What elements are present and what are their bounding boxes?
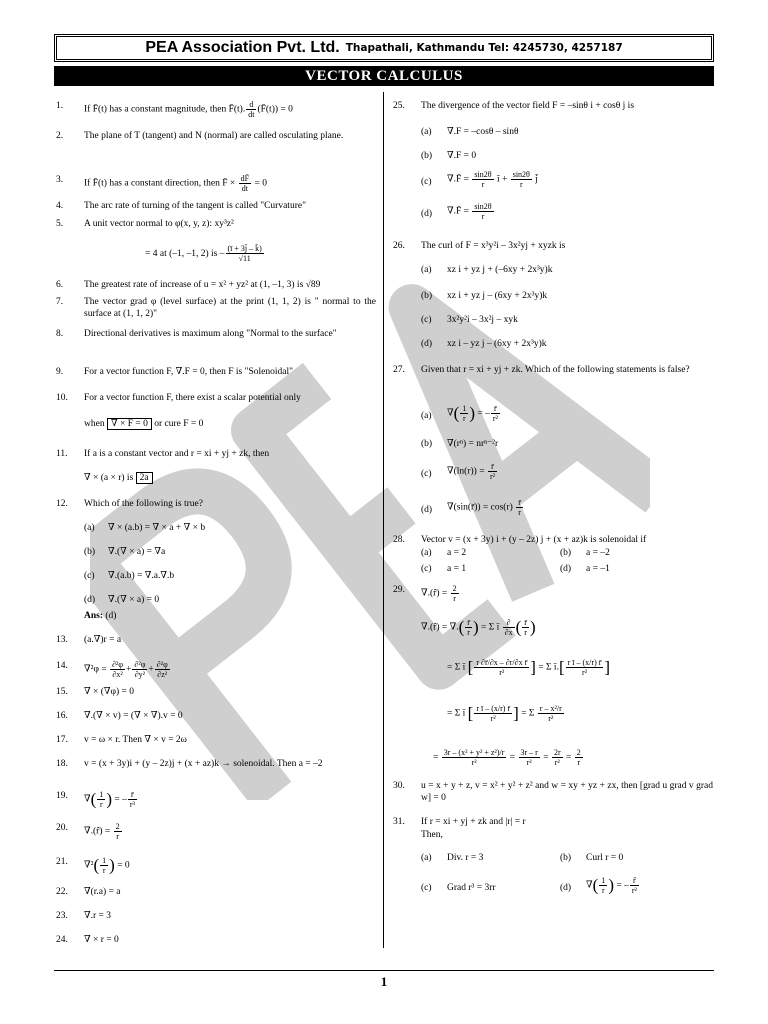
question-31-text: If r = xi + yj + zk and |r| = r: [421, 817, 526, 827]
question-10-text: For a vector function F, there exist a scalar potential only: [84, 393, 301, 403]
question-16-text: ∇.(∇ × v) = (∇ × ∇).v = 0: [84, 711, 183, 721]
question-27-text: Given that r = xi + yj + zk. Which of the following statements is false?: [421, 365, 690, 375]
question-11-text: If a is a constant vector and r = xi + yj + zk, then: [84, 449, 270, 459]
question-22-text: ∇(r.a) = a: [84, 887, 121, 897]
question-5-answer: = 4 at (–1, –1, 2) is – $\frac{(ī + 3j̄ - k̄)}{√11}$: [145, 244, 262, 263]
question-23-text: ∇.r = 3: [84, 911, 112, 921]
question-21-text: ∇²( $\frac{1}{r}$ ) = 0: [84, 855, 130, 875]
question-26-text: The curl of F = x³y²i – 3x²yj + xyzk is: [421, 241, 566, 251]
question-19-text: ∇( $\frac{1}{r}$ ) = – $\frac{r̄}{\text{r³}}$: [84, 789, 135, 809]
page-title: VECTOR CALCULUS: [54, 66, 714, 86]
question-29-step-3: = Σ ī [ $\frac{\text{r ī – (x/r) r̄}}{\text{r²}}$ ] = Σ $\frac{\text{r – x²/r}}{\text{r²}}$: [447, 703, 562, 723]
question-12-option-a: (a): [84, 523, 95, 533]
question-1-text: If F̄(t) has a constant magnitude, then F̄(t). $\frac{d}{dt}$ (F̄(t)) = 0: [84, 100, 293, 119]
question-25-option-b: (b): [421, 151, 433, 161]
question-20-text: ∇.(r̂) = $\frac{2}{r}$: [84, 822, 120, 841]
question-25-text: The divergence of the vector field F = –sinθ i + cosθ j is: [421, 101, 635, 111]
question-14-text: ∇²φ = $\frac{\text{∂²φ}}{\text{∂x²}}$ + $\frac{\text{∂²φ}}{\text{∂y²}}$ + $\frac{\text{∂²φ}}{\text{∂z²}}$: [84, 660, 168, 679]
question-27-option-b: (b): [421, 439, 433, 449]
org-address: Thapathali, Kathmandu Tel: 4245730, 4257187: [345, 42, 623, 54]
column-divider: [383, 92, 384, 948]
question-13-text: (a.∇)r = a: [84, 635, 122, 645]
question-27-option-c: (c): [421, 469, 432, 479]
question-11-line2: ∇ × (a × r) is 2a: [84, 472, 376, 484]
question-31-then: Then,: [421, 830, 443, 840]
question-6-text: The greatest rate of increase of u = x² + yz² at (1, –1, 3) is √89: [84, 280, 321, 290]
header-box: [54, 34, 714, 62]
question-25-option-c: (c): [421, 177, 432, 187]
question-7-text: The vector grad φ (level surface) at the print (1, 1, 2) is " normal to the surface at (1, 1, 2)": [84, 297, 376, 319]
question-30-text: u = x + y + z, v = x² + y² + z² and w = xy + yz + zx, then [grad u grad v grad w] = 0: [421, 781, 713, 803]
question-26-option-a: (a): [421, 265, 432, 275]
question-28-option-b: (b): [560, 548, 572, 558]
question-4-text: The arc rate of turning of the tangent is called "Curvature": [84, 201, 306, 211]
question-29-step-1: ∇.(r̂) = ∇.( $\frac{r̄}{r}$ ) = Σ ī $\frac{\partial}{\partial x}$ ( $\frac{r̄}{r}$ ): [421, 617, 536, 637]
question-28-text: Vector v = (x + 3y) i + (y – 2z) j + (x + az)k is solenoidal if: [421, 535, 647, 545]
question-27-option-d: (d): [421, 505, 433, 515]
question-25-option-a: (a): [421, 127, 432, 137]
question-28-option-a: (a): [421, 548, 432, 558]
question-31-option-a: (a): [421, 853, 432, 863]
question-27-option-a: (a): [421, 411, 432, 421]
footer-rule: [54, 970, 714, 971]
question-12-text: Which of the following is true?: [84, 499, 203, 509]
question-12-answer: Ans: (d): [84, 611, 117, 621]
question-10-boxed-answer: ∇ × F = 0: [107, 418, 152, 430]
question-31-option-d: (d): [560, 883, 572, 893]
question-8-text: Directional derivatives is maximum along "Normal to the surface": [84, 329, 337, 339]
question-18-text: v = (x + 3y)i + (y – 2z)j + (x + az)k → solenoidal. Then a = –2: [84, 759, 323, 769]
question-29-step-2: = Σ ī [ $\frac{\text{r ∂r̄/∂x – ∂r/∂x r̄}}{\text{r²}}$ ] = Σ ī.[ $\frac{\text{r ī – (x/r) r̄}}{\text{r²}}$ ]: [447, 657, 611, 677]
question-11-boxed-answer: 2a: [136, 472, 153, 484]
question-26-option-b: (b): [421, 291, 433, 301]
question-9-text: For a vector function F, ∇.F = 0, then F is "Solenoidal": [84, 367, 293, 377]
question-12-option-c: (c): [84, 571, 95, 581]
question-5-text: A unit vector normal to φ(x, y, z): xy³z²: [84, 219, 234, 229]
question-12-option-b: (b): [84, 547, 96, 557]
question-29-step-4: = $\frac{\text{3r – (x² + y² + z²)/r}}{\text{r²}}$ = $\frac{3r - r}{\text{r²}}$ = $\frac{2r}{\text{r²}}$ = $\frac{2}{r}$: [433, 748, 581, 767]
question-3-text: If F̄(t) has a constant direction, then F̄ × $\frac{dF̄}{dt}$ = 0: [84, 174, 267, 193]
question-10-line2: when ∇ × F = 0 or cure F = 0: [84, 419, 204, 429]
question-26-option-d: (d): [421, 339, 433, 349]
question-12-option-d: (d): [84, 595, 96, 605]
page-number: 1: [380, 974, 388, 989]
question-24-text: ∇ × r = 0: [84, 935, 119, 945]
question-28-option-d: (d): [560, 564, 572, 574]
question-26-option-c: (c): [421, 315, 432, 325]
org-name: PEA Association Pvt. Ltd.: [145, 39, 340, 56]
question-29-text: ∇.(r̂) = $\frac{2}{r}$: [421, 584, 457, 603]
question-25-option-d: (d): [421, 209, 433, 219]
question-2-text: The plane of T (tangent) and N (normal) are called osculating plane.: [84, 131, 344, 141]
question-31-option-b: (b): [560, 853, 572, 863]
question-28-option-c: (c): [421, 564, 432, 574]
question-17-text: v = ω × r. Then ∇ × v = 2ω: [84, 735, 187, 745]
question-31-option-c: (c): [421, 883, 432, 893]
question-15-text: ∇ × (∇φ) = 0: [84, 687, 135, 697]
